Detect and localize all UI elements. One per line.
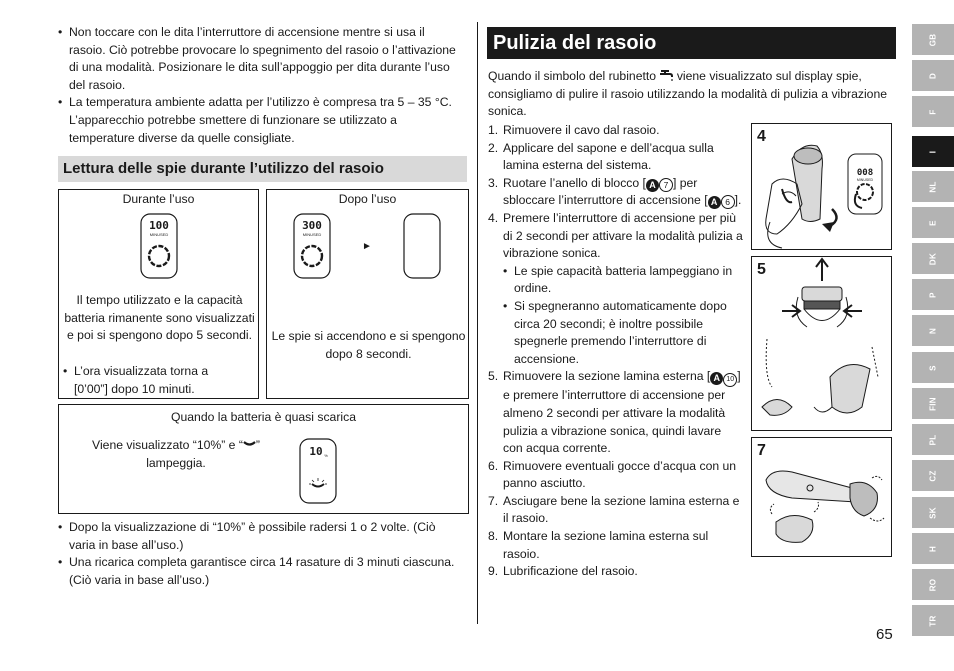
tab-ro[interactable]: RO <box>912 569 954 600</box>
ref-badge: A <box>646 179 659 192</box>
tab-p[interactable]: P <box>912 279 954 310</box>
tab-cz[interactable]: CZ <box>912 460 954 491</box>
low-battery-desc: Viene visualizzato “10%” e “ ” lampeggia. <box>92 438 260 470</box>
during-use-desc: Il tempo utilizzato e la capacità batteria rimanente sono visualizzati e poi si spengono dopo 5 secondi. <box>64 293 255 343</box>
step-3: 3. Ruotare l’anello di blocco [ A 7 ] per sbloccare l’interruttore di accensione [ A 6 ]. <box>488 175 742 208</box>
step-8: 8. Montare la sezione lamina esterna sul rasoio. <box>488 529 709 561</box>
step-1: 1. Rimuovere il cavo dal rasoio. <box>488 123 660 137</box>
step-4: 4. Premere l’interruttore di accensione per più di 2 secondi per attivare la modalità pulizia a vibrazione sonica. • Le spie capacità batteria lampeggiano in ordine. • Si spegneranno automaticamente dopo circa 20 secondi; è inoltre possibile spegnerle premendo l’interruttore di accensione. <box>488 210 743 368</box>
during-use-bullets <box>63 363 223 398</box>
tab-fin[interactable]: FIN <box>912 388 954 419</box>
step-9: 9. Lubrificazione del rasoio. <box>488 564 638 579</box>
step-4-bullet: • Si spegneranno automaticamente dopo circa 20 secondi; è inoltre possibile spegnerle premendo l’interruttore di accensione. <box>503 298 743 368</box>
svg-text:MINUSED: MINUSED <box>856 178 874 182</box>
svg-text:%: % <box>324 453 328 458</box>
shaver-display-off <box>403 213 441 284</box>
figure-5-label: 5 <box>757 261 766 278</box>
ref-number: 10 <box>723 373 737 387</box>
cleaning-intro: Quando il simbolo del rubinetto viene visualizzato sul display spie, consigliamo di pulire il rasoio utilizzando la modalità di pulizia a vibrazione sonica. <box>488 69 888 119</box>
svg-text:008: 008 <box>856 168 874 178</box>
tab-tr[interactable]: TR <box>912 605 954 636</box>
step-4-bullet: • Le spie capacità batteria lampeggiano in ordine. <box>503 263 743 298</box>
ref-number: 6 <box>721 195 735 209</box>
svg-text:300: 300 <box>302 219 322 232</box>
tab-h[interactable]: H <box>912 533 954 564</box>
bullet-after-10: • Dopo la visualizzazione di “10%” è possibile radersi 1 o 2 volte. (Ciò varia in base all’uso.) <box>58 519 463 554</box>
tab-dk[interactable]: DK <box>912 243 954 274</box>
shaver-display-after <box>293 213 331 284</box>
figure-7-illustration <box>752 438 891 556</box>
tab-e[interactable]: E <box>912 207 954 238</box>
figure-5 <box>751 256 892 431</box>
svg-text:10: 10 <box>309 445 323 458</box>
figure-4-label: 4 <box>757 128 766 145</box>
shaver-display-during <box>140 213 178 284</box>
step-7: 7. Asciugare bene la sezione lamina esterna e il rasoio. <box>488 493 740 526</box>
step-5: 5. Rimuovere la sezione lamina esterna [ A 10 ] e premere l’interruttore di accensione per almeno 2 secondi per attivare la modalità pulizia a vibrazione sonica, quindi lavare con acqua corrente. <box>488 369 741 456</box>
column-divider <box>477 22 478 624</box>
arrow-right-icon: ► <box>362 241 372 252</box>
tab-d[interactable]: D <box>912 60 954 91</box>
after-use-panel <box>266 189 469 399</box>
low-battery-panel <box>58 404 469 514</box>
bullet-full-charge: • Una ricarica completa garantisce circa 14 rasature di 3 minuti ciascuna. (Ciò varia in base all’uso.) <box>58 554 463 589</box>
ref-number: 7 <box>659 178 673 192</box>
lights-section-heading: Lettura delle spie durante l’utilizzo del rasoio <box>58 156 467 182</box>
figure-7-label: 7 <box>757 442 766 459</box>
bullet-temperature: • La temperatura ambiente adatta per l’utilizzo è compresa tra 5 – 35 °C. L’apparecchio potrebbe smettere di funzionare se utilizzato a temperature diverse da quelle consigliate. <box>58 94 463 147</box>
tab-pl[interactable]: PL <box>912 424 954 455</box>
cleaning-heading: Pulizia del rasoio <box>487 27 896 59</box>
figure-4-illustration <box>752 124 891 249</box>
step-4-bullets <box>503 263 743 369</box>
left-top-bullets <box>58 24 463 147</box>
tab-sk[interactable]: SK <box>912 497 954 528</box>
after-use-desc: Le spie si accendono e si spengono dopo 8 secondi. <box>271 329 466 361</box>
tab-i[interactable]: I <box>912 136 954 167</box>
page-number: 65 <box>876 626 893 643</box>
left-bottom-bullets <box>58 519 463 589</box>
step-6: 6. Rimuovere eventuali gocce d’acqua con un panno asciutto. <box>488 458 737 491</box>
bullet-finger-warning: • Non toccare con le dita l’interruttore di accensione mentre si usa il rasoio. Ciò potrebbe provocare lo spegnimento del rasoio o l’attivazione di una modalità. Posizionare le dita sull’appoggio per dita durante l’uso del rasoio. <box>58 24 463 94</box>
svg-text:MINUSED: MINUSED <box>302 232 322 237</box>
tab-s[interactable]: S <box>912 352 954 383</box>
during-use-panel <box>58 189 259 399</box>
svg-text:MINUSED: MINUSED <box>149 232 169 237</box>
figure-7 <box>751 437 892 557</box>
cleaning-steps <box>488 122 743 581</box>
faucet-icon <box>659 69 673 81</box>
svg-text:100: 100 <box>149 219 169 232</box>
during-use-title: Durante l’uso <box>122 192 195 206</box>
tab-gb[interactable]: GB <box>912 24 954 55</box>
ref-badge: A <box>708 196 721 209</box>
figure-5-illustration <box>752 257 891 430</box>
figure-4 <box>751 123 892 250</box>
ref-badge: A <box>710 372 723 385</box>
after-use-title: Dopo l’uso <box>338 192 397 206</box>
tab-nl[interactable]: NL <box>912 171 954 202</box>
blink-symbol-icon <box>243 440 256 448</box>
tab-n[interactable]: N <box>912 315 954 346</box>
step-2: 2. Applicare del sapone e dell’acqua sulla lamina esterna del sistema. <box>488 140 714 173</box>
tab-f[interactable]: F <box>912 96 954 127</box>
during-use-bullet: • L’ora visualizzata torna a [0’00”] dopo 10 minuti. <box>63 363 223 398</box>
shaver-display-low <box>299 438 337 509</box>
low-battery-title: Quando la batteria è quasi scarica <box>171 410 356 424</box>
